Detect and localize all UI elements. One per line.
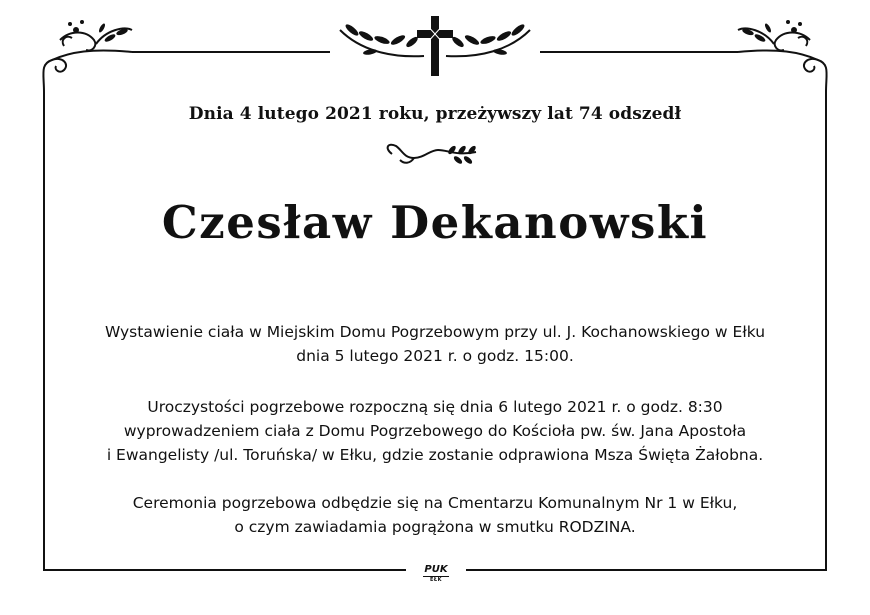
floral-corner-left-icon (43, 29, 132, 92)
paragraph-line: Wystawienie ciała w Miejskim Domu Pogrzebowym przy ul. J. Kochanowskiego w Ełku (104, 323, 766, 341)
paragraph-line: dnia 5 lutego 2021 r. o godz. 15:00. (296, 347, 574, 365)
logo-subtext: EŁK (429, 577, 442, 583)
paragraph-viewing (0, 320, 870, 368)
paragraph-ceremony (0, 395, 870, 467)
paragraph-line: Ceremonia pogrzebowa odbędzie się na Cmentarzu Komunalnym Nr 1 w Ełku, (132, 494, 738, 512)
paragraph-line: Uroczystości pogrzebowe rozpoczną się dnia 6 lutego 2021 r. o godz. 8:30 (147, 398, 723, 416)
death-announcement-heading: Dnia 4 lutego 2021 roku, przeżywszy lat 74 odszedł (188, 104, 682, 124)
paragraph-burial (0, 491, 870, 539)
logo-text: PUK (424, 564, 448, 575)
paragraph-line: wyprowadzeniem ciała z Domu Pogrzebowego do Kościoła pw. św. Jana Apostoła (123, 422, 747, 440)
cross-with-laurel-icon (340, 16, 530, 76)
funeral-home-logo (421, 565, 451, 585)
leaf-swirl-divider-icon (388, 145, 477, 166)
deceased-name: Czesław Dekanowski (161, 196, 709, 249)
floral-corner-right-icon (738, 29, 827, 92)
paragraph-line: o czym zawiadamia pogrążona w smutku RODZINA. (234, 518, 636, 536)
paragraph-line: i Ewangelisty /ul. Toruńska/ w Ełku, gdzie zostanie odprawiona Msza Święta Żałobna. (106, 446, 764, 464)
